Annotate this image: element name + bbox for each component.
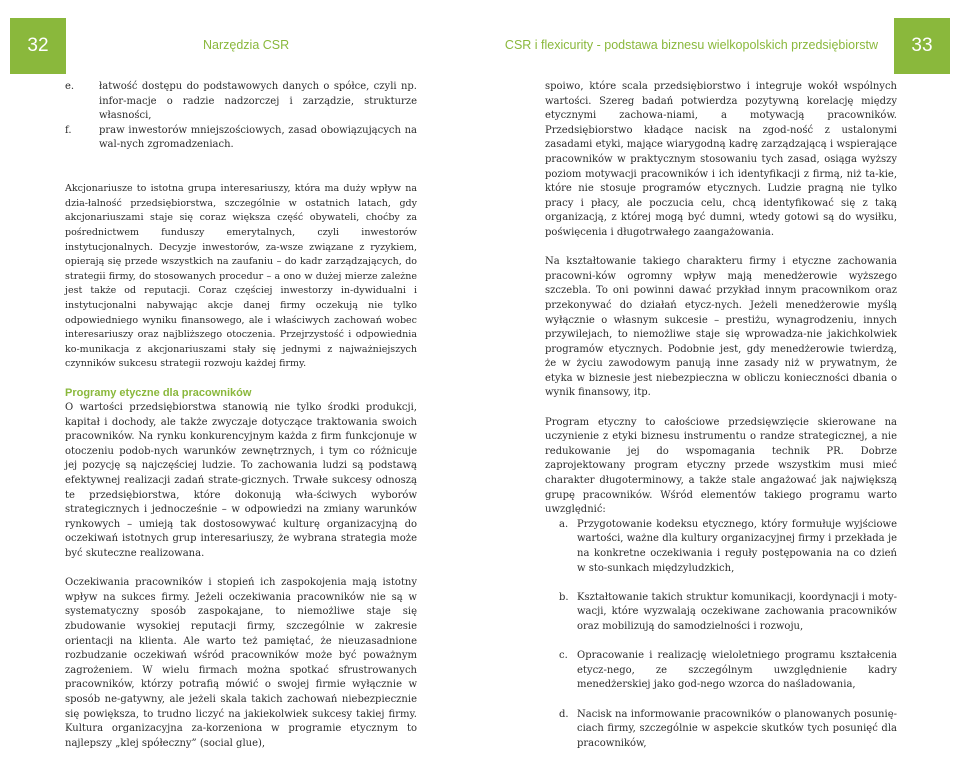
list-marker: d.: [559, 708, 569, 720]
right-page-number: 33: [894, 18, 950, 74]
list-item-text: łatwość dostępu do podstawowych danych o spółce, czyli np. infor-macje o radzie nadzorczej i zarządzie, strukturze własności,: [99, 81, 417, 122]
paragraph-shareholders: Akcjonariusze to istotna grupa interesariuszy, która ma duży wpływ na dzia-łalność przedsiębiorstwa, szczególnie w ostatnich latach, gdy akcjonariuszami staje się coraz większa część obywateli, choćby za pośrednictwem funduszy emerytalnych, czyli inwestorów instytucjonalnych. Decyzje inwestorów, za-wsze związane z ryzykiem, opierają się przede wszystkich na zaufaniu – do kadr zarządzających, do strategii firmy, do stosowanych procedur – a ono w dużej mierze zależne jest także od reputacji. Coraz częściej inwestorzy in-dywidualni i instytucjonalni nabywając akcje danej firmy oczekują nie tylko odpowiedniego wyniku finansowego, ale i właściwych zachowań wobec interesariuszy oraz najbliższego otoczenia. Przejrzystość i odpowiednia ko-munikacja z akcjonariuszami stały się jednymi z najważniejszych czynników sukcesu strategii rozwoju każdej firmy.: [65, 183, 417, 370]
program-elements-list: [559, 518, 897, 752]
right-running-title: CSR i flexicurity - podstawa biznesu wielkopolskich przedsiębiorstw: [504, 38, 878, 52]
list-item-c: [559, 649, 897, 693]
paragraph-company-value: O wartości przedsiębiorstwa stanowią nie tylko środki produkcji, kapitał i dochody, ale także zwyczaje dotyczące traktowania swoich pracowników. Na rynku konkurencyjnym każda z firm funkcjonuje w otoczeniu podob-nych warunków zewnętrznych, i tym co różnicuje jej pozycję są najczęściej ludzie. To zachowania ludzi są podstawą efektywnej realizacji zadań strate-gicznych. Trwałe sukcesy odnoszą te przedsiębiorstwa, które dokonują wła-ściwych wyborów strategicznych i jednocześnie – w odpowiedzi na zmiany warunków rynkowych – umieją tak dostosowywać kulturę organizacyjną do oczekiwań istotnych grup interesariuszy, że wybrana strategia może być skuteczne realizowana.: [65, 402, 417, 559]
list-marker: b.: [559, 591, 569, 603]
list-marker: a.: [559, 518, 569, 530]
list-item-text: Nacisk na informowanie pracowników o planowanych posunię-ciach firmy, szczególnie w aspekcie skutków tych posunięć dla pracowników,: [577, 708, 897, 749]
list-item-a: [559, 518, 897, 576]
list-marker: e.: [65, 81, 75, 92]
page-header: [0, 0, 960, 78]
list-item-text: praw inwestorów mniejszościowych, zasad obowiązujących na wal-nych zgromadzeniach.: [99, 124, 417, 151]
right-column: [545, 80, 897, 766]
left-column: [65, 80, 417, 751]
list-marker: f.: [65, 124, 72, 136]
list-item-f: [65, 124, 417, 153]
list-item-text: Przygotowanie kodeksu etycznego, który formułuje wyjściowe wartości, ważne dla kultury organizacyjnej firmy i przekłada je na konkretne oczekiwania i reguły postępowania na co dzień w sto-sunkach międzyludzkich,: [577, 518, 897, 574]
list-item-text: Opracowanie i realizację wieloletniego programu kształcenia etycz-nego, ze szczególnym uwzględnienie kadry menedżerskiej jako god-nego wzorca do naśladowania,: [577, 650, 897, 691]
list-marker: c.: [559, 650, 568, 662]
paragraph-employee-expectations: Oczekiwania pracowników i stopień ich zaspokojenia mają istotny wpływ na sukces firmy. Jeżeli oczekiwania pracowników nie są w systematyczny sposób zaspokajane, to niemożliwe staje się zbudowanie wysokiej reputacji firmy, szczególnie w zakresie orientacji na klienta. Ale warto też pamiętać, że nieuzasadnione rozbudzanie oczekiwań wśród pracowników może być poważnym zagrożeniem. W wielu firmach można spotkać sfrustrowanych pracowników, którzy potrafią mówić o swojej firmie wyłącznie w sposób ne-gatywny, ale jeżeli skala takich zachowań niebezpiecznie się powiększa, to trudno liczyć na jakiekolwiek sukcesy takiej firmy. Kultura organizacyjna za-korzeniona w programie etycznym to najlepszy „klej spółeczny” (social glue),: [65, 577, 417, 749]
section-heading: Programy etyczne dla pracowników: [65, 387, 252, 400]
left-running-title: Narzędzia CSR: [203, 38, 290, 52]
left-page-number: 32: [10, 18, 66, 74]
paragraph-ethics-program: Program etyczny to całościowe przedsięwzięcie skierowane na uczynienie z etyki biznesu instrumentu o randze strategicznej, a nie redukowanie jej do wspomagania technik PR. Dobrze zaprojektowany program etyczny przede wszystkim musi mieć charakter długoterminowy, a także stale angażować jak największą grupę pracowników. Wśród elementów takiego programu warto uwzględnić:: [545, 416, 897, 516]
paragraph-managers: Na kształtowanie takiego charakteru firmy i etyczne zachowania pracowni-ków ogromny wpływ mają menedżerowie wyższego szczebla. To oni powinni dawać przykład innym pracownikom oraz przekonywać do działań etycz-nych. Jeżeli menedżerowie myślą wyłącznie o własnym sukcesie – prestiżu, wynagrodzeniu, innych przywilejach, to niemożliwe staje się wprowadza-nie jakichkolwiek programów etycznych. Podobnie jest, gdy menedżerowie twierdzą, że w życiu zawodowym panują inne zasady niż w prywatnym, że etyka w biznesie jest niebezpieczna w obliczu konieczności dbania o wynik finansowy, itp.: [545, 256, 897, 399]
list-item-d: [559, 708, 897, 752]
list-item-e: [65, 80, 417, 124]
list-item-b: [559, 591, 897, 635]
paragraph-glue: spoiwo, które scala przedsiębiorstwo i integruje wokół wspólnych wartości. Szereg badań potwierdza pozytywną korelację między etycznymi zachowa-niami, a motywacją pracowników. Przedsiębiorstwo kładące nacisk na zgod-ność z ustalonymi zasadami etyki, mające wiarygodną kadrę zarządzającą i wspierające pracowników w praktycznym stosowaniu tych zasad, osiąga wyższy poziom motywacji pracowników i ich identyfikacji z firmą, niż ta-kie, które nie stosuje programów etycznych. Ludzie pragną nie tylko pracy i płacy, ale poczucia celu, chcą identyfikować się z taką organizacją, z której mogą być dumni, wtedy gotowi są do wysiłku, poświęcenia i długotrwałego zaangażowania.: [545, 81, 897, 238]
list-item-text: Kształtowanie takich struktur komunikacji, koordynacji i moty-wacji, które wyzwalają oczekiwane zachowania pracowników oraz mobilizują do samodzielności i rozwoju,: [577, 591, 897, 632]
